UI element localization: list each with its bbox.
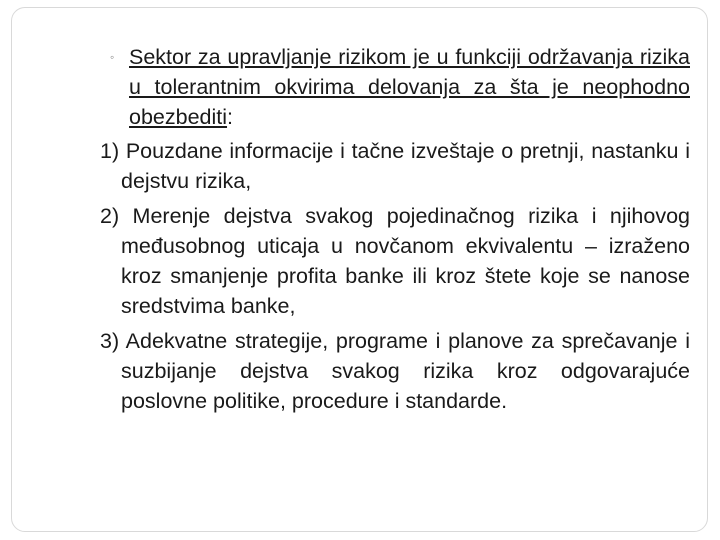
intro-underlined-text: Sektor za upravljanje rizikom je u funkciji održavanja rizika u tolerantnim okvirima delovanja za šta je neophodno obezbediti	[129, 45, 690, 129]
numbered-item-1: 1) Pouzdane informacije i tačne izveštaje o pretnji, nastanku i dejstvu rizika,	[100, 139, 690, 193]
intro-paragraph	[100, 42, 690, 132]
numbered-item-3: 3) Adekvatne strategije, programe i planove za sprečavanje i suzbijanje dejstva svakog rizika kroz odgovarajuće poslovne politike, procedure i standarde.	[100, 329, 690, 413]
hollow-bullet-icon: ◦	[110, 50, 115, 64]
numbered-item-2: 2) Merenje dejstva svakog pojedinačnog rizika i njihovog međusobnog uticaja u novčanom ekvivalentu – izraženo kroz smanjenje profita banke ili kroz štete koje se nanose sredstvima banke,	[100, 204, 690, 318]
intro-tail: :	[227, 105, 234, 129]
slide-text-block	[100, 42, 690, 416]
